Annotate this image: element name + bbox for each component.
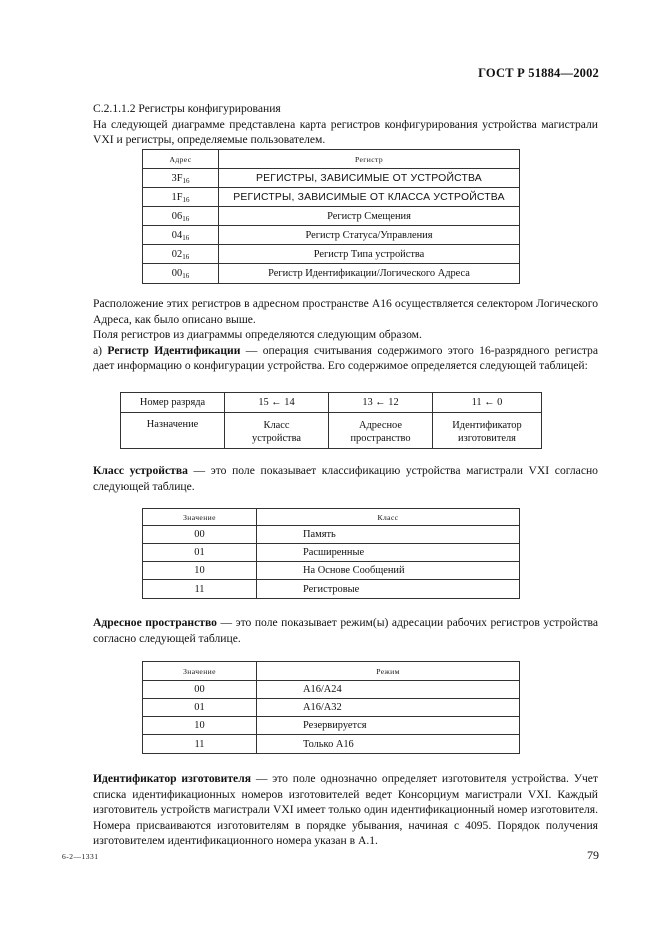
col-class-header: Класс	[257, 509, 520, 526]
manufacturer-paragraph: Идентификатор изготовителя — это поле однозначно определяет изготовителя устройства. Учет списка идентификационных номеров изготовителей ведет Консорциум магистрали VXI. Каждый изготовитель устройств магистрали VXI имеет только один идентификационный номер изготовителя. Номера присваиваются изготовителям в порядке убывания, начиная с 4095. Порядок получения изготовителем идентификационного номера указан в А.1.	[93, 772, 598, 848]
col-address-header: Адрес	[143, 150, 219, 169]
value-cell: 01	[143, 699, 257, 717]
intro-paragraph: На следующей диаграмме представлена карта регистров конфигурирования устройства магистрали VXI и регистры, определяемые пользователем.	[93, 117, 598, 147]
col-mode-header: Режим	[257, 662, 520, 681]
table-row	[143, 717, 520, 735]
purpose-label: Назначение	[121, 413, 225, 449]
fields-paragraph: Поля регистров из диаграммы определяются следующим образом.	[93, 328, 422, 342]
register-cell: РЕГИСТРЫ, ЗАВИСИМЫЕ ОТ УСТРОЙСТВА	[219, 169, 520, 188]
table-row	[143, 699, 520, 717]
value-cell: 10	[143, 717, 257, 735]
value-cell: 10	[143, 562, 257, 580]
col-register-header: Регистр	[219, 150, 520, 169]
address-space-cell: Адресное пространство	[329, 413, 433, 449]
register-cell: РЕГИСТРЫ, ЗАВИСИМЫЕ ОТ КЛАССА УСТРОЙСТВА	[219, 188, 520, 207]
class-cell: Память	[257, 526, 520, 544]
class-paragraph: Класс устройства — это поле показывает классификацию устройства магистрали VXI согласно следующей таблице.	[93, 464, 598, 493]
mode-cell: Резервируется	[257, 717, 520, 735]
table-row	[143, 580, 520, 599]
device-class-cell: Класс устройства	[225, 413, 329, 449]
mode-cell: Только A16	[257, 735, 520, 754]
table-row	[143, 188, 520, 207]
value-cell: 01	[143, 544, 257, 562]
mode-cell: A16/A24	[257, 681, 520, 699]
value-cell: 00	[143, 526, 257, 544]
register-cell: Регистр Смещения	[219, 207, 520, 226]
bits-13-12: 13 ← 12	[329, 393, 433, 413]
register-cell: Регистр Типа устройства	[219, 245, 520, 264]
manufacturer-id-cell: Идентификатор изготовителя	[433, 413, 542, 449]
mode-table	[142, 661, 520, 754]
class-table	[142, 508, 520, 599]
table-row	[143, 735, 520, 754]
value-cell: 00	[143, 681, 257, 699]
page-number: 79	[587, 848, 599, 862]
register-cell: Регистр Статуса/Управления	[219, 226, 520, 245]
table-row	[143, 207, 520, 226]
table-row	[143, 526, 520, 544]
table-row	[143, 169, 520, 188]
bit-number-label: Номер разряда	[121, 393, 225, 413]
class-cell: Расширенные	[257, 544, 520, 562]
register-cell: Регистр Идентификации/Логического Адреса	[219, 264, 520, 284]
col-value-header: Значение	[143, 662, 257, 681]
table-row	[143, 264, 520, 284]
table-row	[143, 245, 520, 264]
print-code: 6-2—1331	[62, 852, 99, 861]
value-cell: 11	[143, 580, 257, 599]
table-row	[143, 226, 520, 245]
bits-table	[120, 392, 542, 449]
fields-block	[93, 296, 598, 374]
address-cell: $04_{16}$	[143, 226, 219, 245]
class-cell: Регистровые	[257, 580, 520, 599]
location-paragraph: Расположение этих регистров в адресном пространстве A16 осуществляется селектором Логического Адреса, как было описано выше.	[93, 297, 598, 326]
value-cell: 11	[143, 735, 257, 754]
table-row	[143, 681, 520, 699]
bits-15-14: 15 ← 14	[225, 393, 329, 413]
id-register-paragraph: а) Регистр Идентификации — операция считывания содержимого этого 16-разрядного регистра дает информацию о конфигурации устройства. Его содержимое определяется следующей таблицей:	[93, 343, 598, 373]
register-table	[142, 149, 520, 284]
section-title: С.2.1.1.2 Регистры конфигурирования	[93, 102, 281, 115]
table-row	[143, 562, 520, 580]
page-header: ГОСТ Р 51884—2002	[478, 66, 599, 80]
table-row	[143, 544, 520, 562]
intro-block	[93, 101, 598, 148]
manufacturer-block	[93, 771, 598, 849]
address-cell: $00_{16}$	[143, 264, 219, 284]
mode-cell: A16/A32	[257, 699, 520, 717]
address-cell: $02_{16}$	[143, 245, 219, 264]
address-cell: $3F_{16}$	[143, 169, 219, 188]
space-block	[93, 615, 598, 646]
class-cell: На Основе Сообщений	[257, 562, 520, 580]
address-space-paragraph: Адресное пространство — это поле показывает режим(ы) адресации рабочих регистров устройства согласно следующей таблице.	[93, 616, 598, 645]
class-block	[93, 463, 598, 494]
address-cell: $06_{16}$	[143, 207, 219, 226]
address-cell: $1F_{16}$	[143, 188, 219, 207]
bits-11-0: 11 ← 0	[433, 393, 542, 413]
col-value-header: Значение	[143, 509, 257, 526]
